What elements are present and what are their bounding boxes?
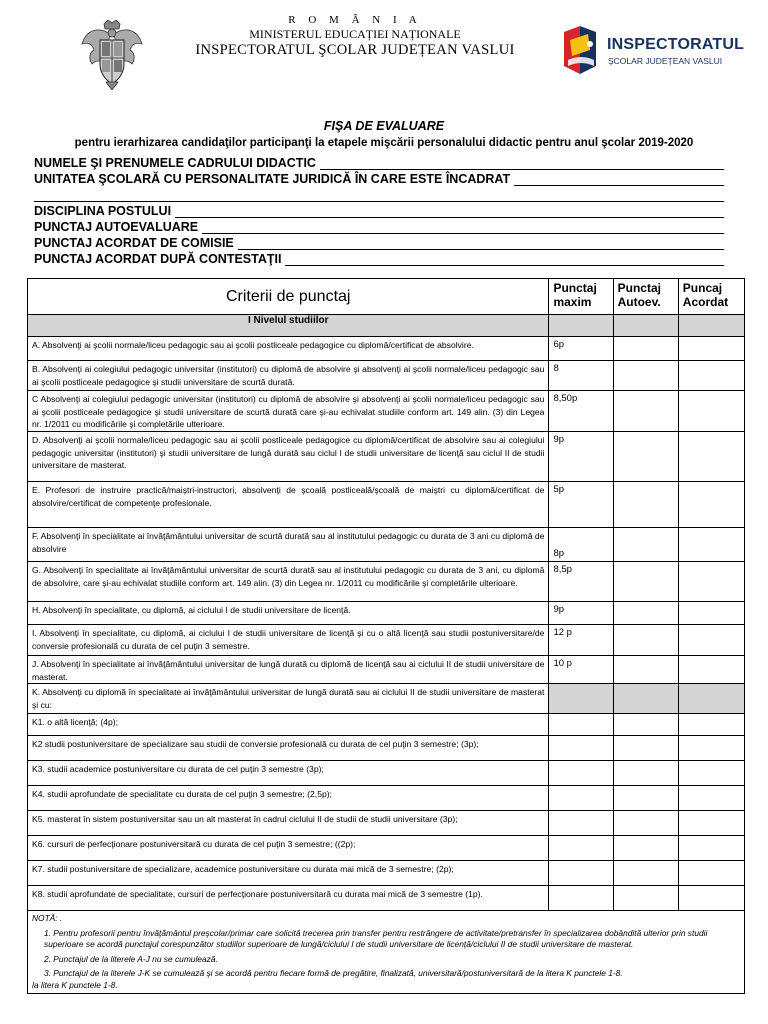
table-row (28, 562, 745, 602)
max-score (549, 786, 613, 811)
self-score-cell[interactable] (613, 836, 678, 861)
criterion-text: A. Absolvenţi ai şcolii normale/liceu pedagogic sau ai şcolii postliceale pedagogice cu diplomă/certificat de absolvire. (28, 337, 549, 361)
fill-line[interactable] (514, 174, 724, 186)
ministry-name: MINISTERUL EDUCAȚIEI NAȚIONALE (249, 27, 461, 41)
header-criteria: Criterii de punctaj (28, 279, 549, 315)
header-block (160, 14, 550, 59)
document-title: FIŞA DE EVALUARE (323, 119, 445, 133)
criterion-text: K6. cursuri de perfecţionare postuniversitară cu durata de cel puţin 3 semestre; ((2p); (28, 836, 549, 861)
self-score-cell[interactable] (613, 391, 678, 432)
romanian-coat-of-arms-icon (80, 20, 144, 90)
field-appeal-score (34, 250, 724, 266)
self-score-cell[interactable] (613, 528, 678, 562)
table-row (28, 432, 745, 482)
criteria-table (27, 278, 745, 994)
table-row (28, 736, 745, 761)
granted-score-cell[interactable] (678, 432, 744, 482)
max-score: 6p (549, 337, 613, 361)
self-score-cell[interactable] (613, 736, 678, 761)
max-score: 9p (549, 432, 613, 482)
max-score (549, 861, 613, 886)
notes-cell (28, 911, 745, 994)
field-committee-score (34, 234, 724, 250)
section-cell (678, 315, 744, 337)
max-score (549, 714, 613, 736)
max-score: 8 (549, 361, 613, 391)
max-score (549, 886, 613, 911)
field-discipline (34, 202, 724, 218)
table-row (28, 482, 745, 528)
table-row (28, 625, 745, 656)
section-title: I Nivelul studiilor (28, 315, 549, 337)
table-row (28, 337, 745, 361)
section-cell (549, 315, 613, 337)
logo-subtitle: ȘCOLAR JUDEȚEAN VASLUI (608, 56, 723, 66)
note-2: 2. Punctajul de la literele A-J nu se cumulează. (44, 953, 218, 964)
fill-line[interactable] (175, 206, 724, 218)
granted-score-cell[interactable] (678, 337, 744, 361)
self-score-cell[interactable] (613, 811, 678, 836)
criterion-text: H. Absolvenţi în specialitate, cu diplomă, ai ciclului I de studii universitare de licenţă. (28, 602, 549, 625)
table-header-row (28, 279, 745, 315)
table-row (28, 528, 745, 562)
max-score: 10 p (549, 656, 613, 684)
self-score-cell[interactable] (613, 562, 678, 602)
table-row (28, 602, 745, 625)
document-subtitle: pentru ierarhizarea candidaţilor participanţi la etapele mişcării personalului didactic pentru anul şcolar 2019-2020 (74, 137, 694, 149)
criterion-text: K8. studii aprofundate de specialitate, cursuri de perfecţionare postuniversitară cu durata mai mică de 3 semestre (1p). (28, 886, 549, 911)
granted-score-cell[interactable] (678, 786, 744, 811)
self-score-cell[interactable] (613, 761, 678, 786)
criterion-text: F. Absolvenţi în specialitate ai învăţământului universitar de scurtă durată sau al institutului pedagogic cu durata de 3 ani cu diplomă de absolvire (28, 528, 549, 562)
criterion-text: D. Absolvenţi ai şcolii normale/liceu pedagogic sau ai şcolii postliceale pedagogice cu diplomă/certificat de absolvire sau ai colegiului pedagogic universitar (institutori) şi studii universitare de lungă durată sau ciclul I de studii universitare de licenţă sau ciclul II de studii universitare de masterat. (28, 432, 549, 482)
criterion-text: C Absolvenţi ai colegiului pedagogic universitar (institutori) cu diplomă de absolvire şi absolvenţi ai şcolii normale/liceu pedagogic sau ai şcolii postliceale pedagogice şi studii universitare de scurtă durată care şi-au echivalat studiile conform art. 149 alin. (3) din Legea nr. 1/2011 cu modificările şi completările ulterioare. (28, 391, 549, 432)
granted-score-cell[interactable] (678, 736, 744, 761)
self-score-cell (613, 684, 678, 714)
note-1: 1. Pentru profesorii pentru învăţământul preşcolar/primar care solicită trecerea prin transfer pentru restrângere de activitate/pretransfer în specializarea dobândită ulterior prin studii superioare se acordă punctajul corespunzător studiilor superioare de lungă/ciclului I de studii universitare de licenţă/ciclului II de studii universitare de masterat. (44, 927, 708, 949)
criterion-text: K2 studii postuniversitare de specializare sau studii de conversie profesională cu durata de cel puţin 3 semestre; (3p); (28, 736, 549, 761)
self-score-cell[interactable] (613, 602, 678, 625)
granted-score-cell[interactable] (678, 761, 744, 786)
self-score-cell[interactable] (613, 786, 678, 811)
max-score (549, 761, 613, 786)
criterion-text: E. Profesori de instruire practică/maiştri-instructori, absolvenţi de şcoală postliceală/şcoală de maiştri cu diplomă/certificat de absolvire/certificat de competenţe profesionale. (28, 482, 549, 528)
granted-score-cell[interactable] (678, 602, 744, 625)
table-row (28, 886, 745, 911)
granted-score-cell[interactable] (678, 361, 744, 391)
self-score-cell[interactable] (613, 432, 678, 482)
criterion-text: K7. studii postuniversitare de specializare, academice postuniversitare cu durata mai mică de 3 semestre; (2p); (28, 861, 549, 886)
max-score: 9p (549, 602, 613, 625)
granted-score-cell[interactable] (678, 886, 744, 911)
granted-score-cell[interactable] (678, 714, 744, 736)
granted-score-cell[interactable] (678, 836, 744, 861)
fill-line[interactable] (320, 158, 724, 170)
max-score (549, 811, 613, 836)
notes-row (28, 911, 745, 994)
isj-logo (560, 22, 750, 82)
criterion-text: B. Absolvenţi ai colegiului pedagogic universitar (institutori) cu diplomă de absolvire şi absolvenţi ai şcolii normale/liceu pedagogic sau ai şcolii postliceale pedagogice şi studii universitare de scurtă durată. (28, 361, 549, 391)
table-row (28, 391, 745, 432)
max-score-cell (549, 684, 613, 714)
table-row (28, 861, 745, 886)
field-label: PUNCTAJ AUTOEVALUARE (34, 220, 199, 234)
header-max: Punctaj maxim (549, 279, 613, 315)
self-score-cell[interactable] (613, 361, 678, 391)
criterion-text: K4. studii aprofundate de specialitate cu durata de cel puţin 3 semestre; (2,5p); (28, 786, 549, 811)
max-score: 12 p (549, 625, 613, 656)
field-name (34, 154, 724, 170)
granted-score-cell[interactable] (678, 656, 744, 684)
self-score-cell[interactable] (613, 656, 678, 684)
criterion-text: I. Absolvenţi în specialitate, cu diplomă, ai ciclului I de studii universitare de licenţă şi cu o altă licenţă sau studii postuniversitare/de conversie profesională cu durata de cel puţin 3 semestre. (28, 625, 549, 656)
self-score-cell[interactable] (613, 886, 678, 911)
max-score: 8,50p (549, 391, 613, 432)
field-school (34, 170, 724, 186)
candidate-fields (34, 154, 724, 266)
section-cell (613, 315, 678, 337)
criterion-text: K3. studii academice postuniversitare cu durata de cel puţin 3 semestre (3p); (28, 761, 549, 786)
note-3: 3. Punctajul de la literele J-K se cumulează şi se acordă pentru fiecare formă de pregătire, finalizată, universitară/postuniversitară de la litera K punctele 1-8. (44, 968, 623, 978)
header-self: Punctaj Autoev. (613, 279, 678, 315)
field-label: DISCIPLINA POSTULUI (34, 204, 172, 218)
max-score (549, 836, 613, 861)
country-name: R O M Â N I A (288, 14, 422, 26)
field-label: NUMELE ŞI PRENUMELE CADRULUI DIDACTIC (34, 156, 316, 170)
self-score-cell[interactable] (613, 861, 678, 886)
section-row (28, 315, 745, 337)
fill-line[interactable] (34, 190, 724, 202)
inspectorate-name: INSPECTORATUL ŞCOLAR JUDEȚEAN VASLUI (195, 42, 515, 58)
field-label: PUNCTAJ ACORDAT DUPĂ CONTESTAŢII (34, 252, 282, 266)
self-score-cell[interactable] (613, 625, 678, 656)
table-row (28, 786, 745, 811)
granted-score-cell (678, 684, 744, 714)
self-score-cell[interactable] (613, 337, 678, 361)
notes-label: NOTĂ: . (32, 913, 63, 923)
fill-line[interactable] (202, 222, 724, 234)
table-row (28, 811, 745, 836)
isj-logo-icon (560, 22, 602, 82)
self-score-cell[interactable] (613, 482, 678, 528)
criterion-text: K. Absolvenţi cu diplomă în specialitate ai învăţământului universitar de lungă durată sau ai ciclului II de studii universitare de masterat şi cu: (28, 684, 549, 714)
table-row (28, 656, 745, 684)
field-label: PUNCTAJ ACORDAT DE COMISIE (34, 236, 234, 250)
criterion-text: J. Absolvenţi în specialitate ai învăţământului universitar de lungă durată cu diplomă de licenţă sau ai ciclului II de studii universitare de masterat. (28, 656, 549, 684)
granted-score-cell[interactable] (678, 625, 744, 656)
granted-score-cell[interactable] (678, 811, 744, 836)
max-score: 5p (549, 482, 613, 528)
granted-score-cell[interactable] (678, 562, 744, 602)
granted-score-cell[interactable] (678, 482, 744, 528)
table-row (28, 761, 745, 786)
field-label: UNITATEA ŞCOLARĂ CU PERSONALITATE JURIDICĂ ÎN CARE ESTE ÎNCADRAT (34, 172, 511, 186)
max-score (549, 736, 613, 761)
granted-score-cell[interactable] (678, 861, 744, 886)
criterion-text: K1. o altă licenţă; (4p); (28, 714, 549, 736)
note-4: la litera K punctele 1-8. (32, 979, 118, 990)
fill-line[interactable] (238, 238, 724, 250)
max-score: 8p (549, 528, 613, 562)
field-school-continued (34, 186, 724, 202)
granted-score-cell[interactable] (678, 528, 744, 562)
fill-line[interactable] (285, 254, 724, 266)
table-row (28, 714, 745, 736)
header-granted: Puncaj Acordat (678, 279, 744, 315)
criterion-text: K5. masterat în sistem postuniversitar sau un alt masterat în cadrul ciclului II de studii de studii universitare (3p); (28, 811, 549, 836)
field-self-score (34, 218, 724, 234)
table-row (28, 836, 745, 861)
max-score: 8,5p (549, 562, 613, 602)
self-score-cell[interactable] (613, 714, 678, 736)
table-row (28, 361, 745, 391)
criterion-text: G. Absolvenţi în specialitate ai învăţământului universitar de scurtă durată sau al institutului pedagogic cu durata de 3 ani, cu diplomă de absolvire, care şi-au echivalat studiile conform art. 149 alin. (3) din Legea nr. 1/2011 cu modificările şi completările ulterioare. (28, 562, 549, 602)
granted-score-cell[interactable] (678, 391, 744, 432)
logo-title: INSPECTORATUL (607, 36, 745, 53)
table-row (28, 684, 745, 714)
